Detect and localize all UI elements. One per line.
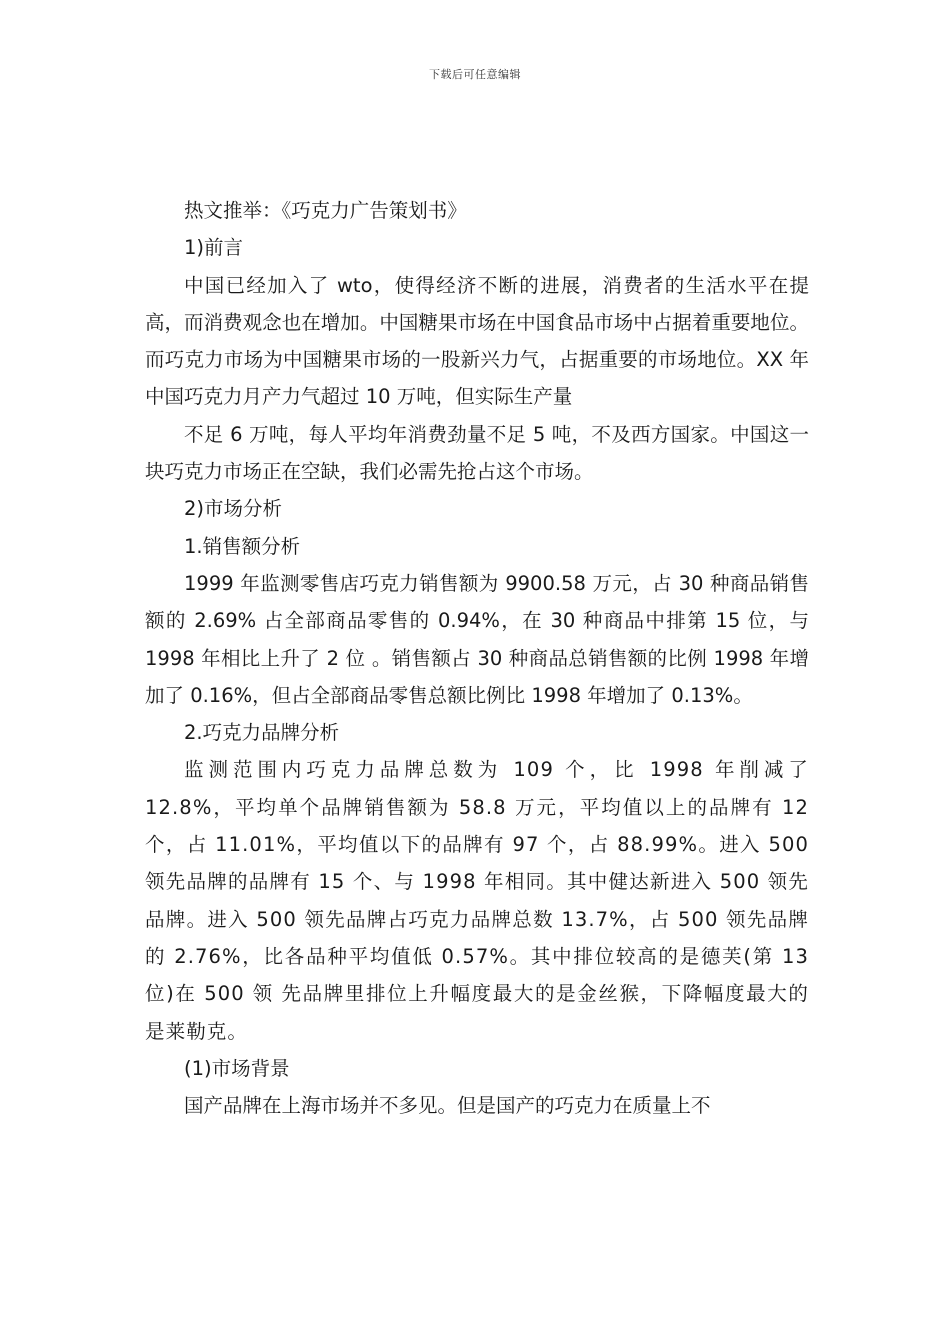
section-heading-market-analysis: 2)市场分析: [184, 497, 283, 521]
paragraph-sales-analysis: 1999 年监测零售店巧克力销售额为 9900.58 万元，占 30 种商品销售额的 2.69% 占全部商品零售的 0.94%，在 30 种商品中排第 15 位，与 1998 年相比上升了 2 位 。销售额占 30 种商品总销售额的比例 1998 年增加了 0.16%，但占全部商品零售总额比例比 1998 年增加了 0.13%。: [145, 571, 809, 707]
document-body: [145, 192, 809, 1124]
paragraph-market-background: 国产品牌在上海市场并不多见。但是国产的巧克力在质量上不: [184, 1094, 711, 1118]
subheading-market-background: (1)市场背景: [184, 1056, 290, 1080]
paragraph-preface-2: 不足 6 万吨，每人平均年消费劲量不足 5 吨，不及西方国家。中国这一块巧克力市场正在空缺，我们必需先抢占这个市场。: [145, 422, 809, 484]
page-header-note: 下载后可任意编辑: [429, 68, 521, 81]
paragraph-preface-1: 中国已经加入了 wto，使得经济不断的进展，消费者的生活水平在提高，而消费观念也在增加。中国糖果市场在中国食品市场中占据着重要地位。而巧克力市场为中国糖果市场的一股新兴力气，占据重要的市场地位。XX 年中国巧克力月产力气超过 10 万吨，但实际生产量: [145, 273, 809, 409]
subheading-sales-analysis: 1.销售额分析: [184, 534, 301, 558]
recommendation-title: 热文推举：《巧克力广告策划书》: [184, 199, 467, 222]
subheading-brand-analysis: 2.巧克力品牌分析: [184, 721, 340, 745]
paragraph-brand-analysis: 监测范围内巧克力品牌总数为 109 个，比 1998 年削减了 12.8%，平均单个品牌销售额为 58.8 万元，平均值以上的品牌有 12 个，占 11.01%，平均值以下的品牌有 97 个，占 88.99%。进入 500 领先品牌的品牌有 15 个、与 1998 年相同。其中健达新进入 500 领先品牌。进入 500 领先品牌占巧克力品牌总数 13.7%，占 500 领先品牌的 2.76%，比各品种平均值低 0.57%。其中排位较高的是德芙(第 13 位)在 500 领 先品牌里排位上升幅度最大的是金丝猴，下降幅度最大的是莱勒克。: [145, 758, 809, 1043]
section-heading-preface: 1)前言: [184, 236, 244, 260]
